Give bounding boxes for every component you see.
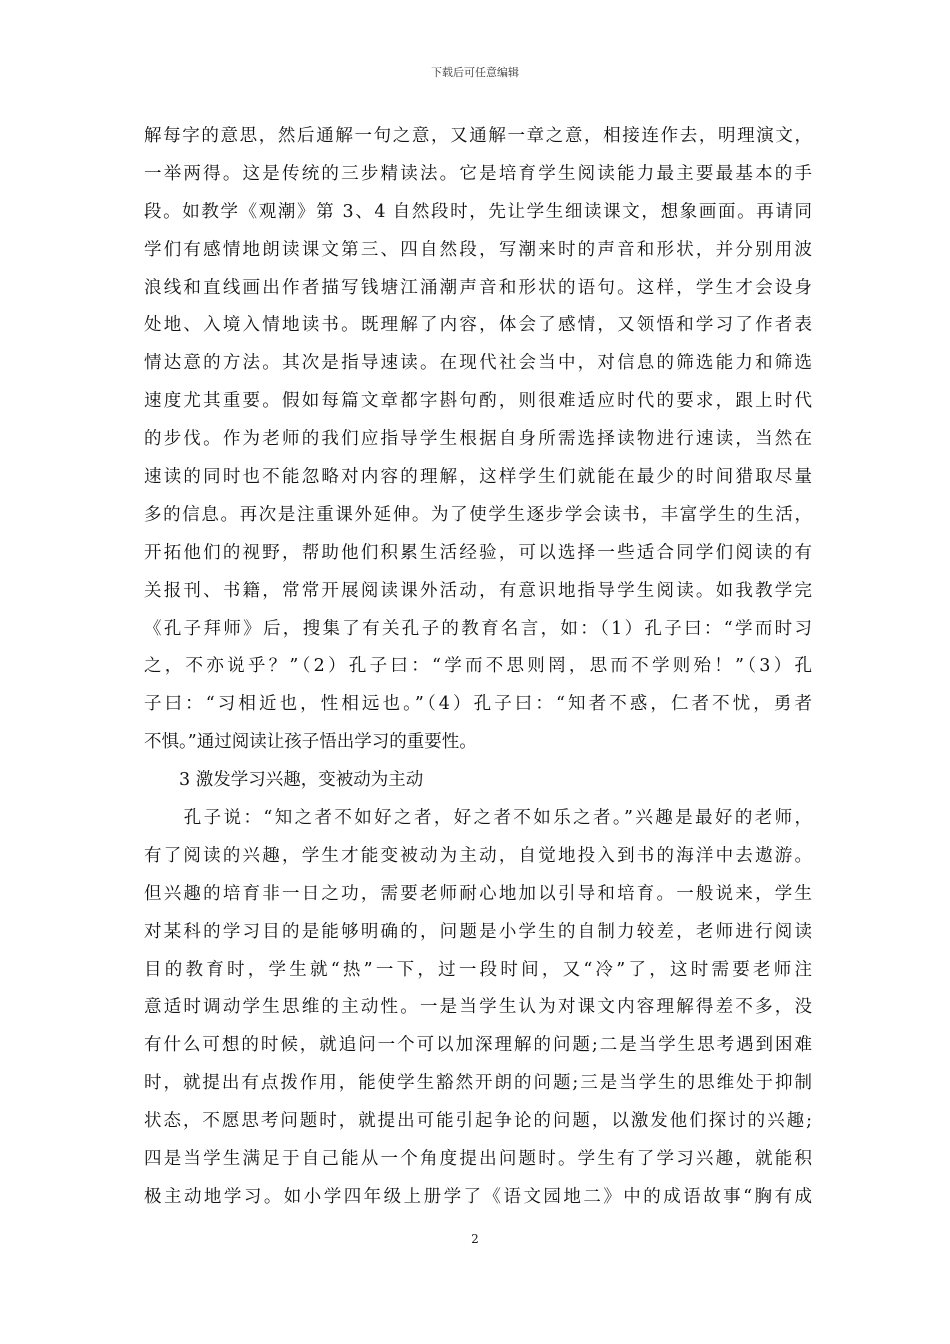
- text-line: 目的教育时，学生就“热”一下，过一段时间，又“冷”了，这时需要老师注: [144, 959, 812, 980]
- text-line: 有什么可想的时候，就追问一个可以加深理解的问题;二是当学生思考遇到困难: [144, 1035, 812, 1056]
- page-number: 2: [471, 1232, 479, 1246]
- text-line: 速读的同时也不能忽略对内容的理解，这样学生们就能在最少的时间猎取尽量: [144, 467, 812, 488]
- page-header: 下载后可任意编辑: [431, 66, 519, 79]
- text-line: 浪线和直线画出作者描写钱塘江涌潮声音和形状的语句。这样，学生才会设身: [144, 277, 812, 298]
- section-heading: 3 激发学习兴趣，变被动为主动: [144, 770, 424, 791]
- text-line: 对某科的学习目的是能够明确的，问题是小学生的自制力较差，老师进行阅读: [144, 921, 812, 942]
- text-line: 时，就提出有点拨作用，能使学生豁然开朗的问题;三是当学生的思维处于抑制: [144, 1073, 812, 1094]
- text-line: 极主动地学习。如小学四年级上册学了《语文园地二》中的成语故事“胸有成: [144, 1186, 812, 1207]
- text-line: 关报刊、书籍，常常开展阅读课外活动，有意识地指导学生阅读。如我教学完: [144, 580, 812, 601]
- text-line: 段。如教学《观潮》第 3、4 自然段时，先让学生细读课文，想象画面。再请同: [144, 201, 812, 222]
- text-line: 子曰：“习相近也，性相远也。”（4）孔子曰：“知者不惑，仁者不忧，勇者: [144, 694, 812, 715]
- text-line: 解每字的意思，然后通解一句之意，又通解一章之意，相接连作去，明理演文，: [144, 126, 812, 146]
- text-line: 学们有感情地朗读课文第三、四自然段，写潮来时的声音和形状，并分别用波: [144, 239, 812, 260]
- text-line: 处地、入境入情地读书。既理解了内容，体会了感情，又领悟和学习了作者表: [144, 315, 812, 336]
- text-line: 四是当学生满足于自己能从一个角度提出问题时。学生有了学习兴趣，就能积: [144, 1149, 812, 1170]
- text-line: 意适时调动学生思维的主动性。一是当学生认为对课文内容理解得差不多，没: [144, 997, 812, 1018]
- text-line: 但兴趣的培育非一日之功，需要老师耐心地加以引导和培育。一般说来，学生: [144, 883, 812, 904]
- text-line: 孔子说：“知之者不如好之者，好之者不如乐之者。”兴趣是最好的老师，: [144, 808, 812, 829]
- text-line: 一举两得。这是传统的三步精读法。它是培育学生阅读能力最主要最基本的手: [144, 163, 812, 184]
- text-line: 不惧。”通过阅读让孩子悟出学习的重要性。: [144, 732, 477, 753]
- text-line: 状态，不愿思考问题时，就提出可能引起争论的问题，以激发他们探讨的兴趣;: [144, 1111, 812, 1132]
- text-line: 多的信息。再次是注重课外延伸。为了使学生逐步学会读书，丰富学生的生活，: [144, 504, 812, 525]
- body-text: [144, 118, 812, 1217]
- text-line: 开拓他们的视野，帮助他们积累生活经验，可以选择一些适合同学们阅读的有: [144, 542, 812, 563]
- text-line: 情达意的方法。其次是指导速读。在现代社会当中，对信息的筛选能力和筛选: [144, 353, 812, 374]
- text-line: 《孔子拜师》后，搜集了有关孔子的教育名言，如：（1）孔子曰：“学而时习: [144, 618, 812, 639]
- text-line: 之，不亦说乎？”（2）孔子曰：“学而不思则罔，思而不学则殆！”（3）孔: [144, 656, 812, 677]
- text-line: 速度尤其重要。假如每篇文章都字斟句酌，则很难适应时代的要求，跟上时代: [144, 391, 812, 412]
- text-line: 有了阅读的兴趣，学生才能变被动为主动，自觉地投入到书的海洋中去遨游。: [144, 845, 812, 866]
- text-line: 的步伐。作为老师的我们应指导学生根据自身所需选择读物进行速读，当然在: [144, 429, 812, 450]
